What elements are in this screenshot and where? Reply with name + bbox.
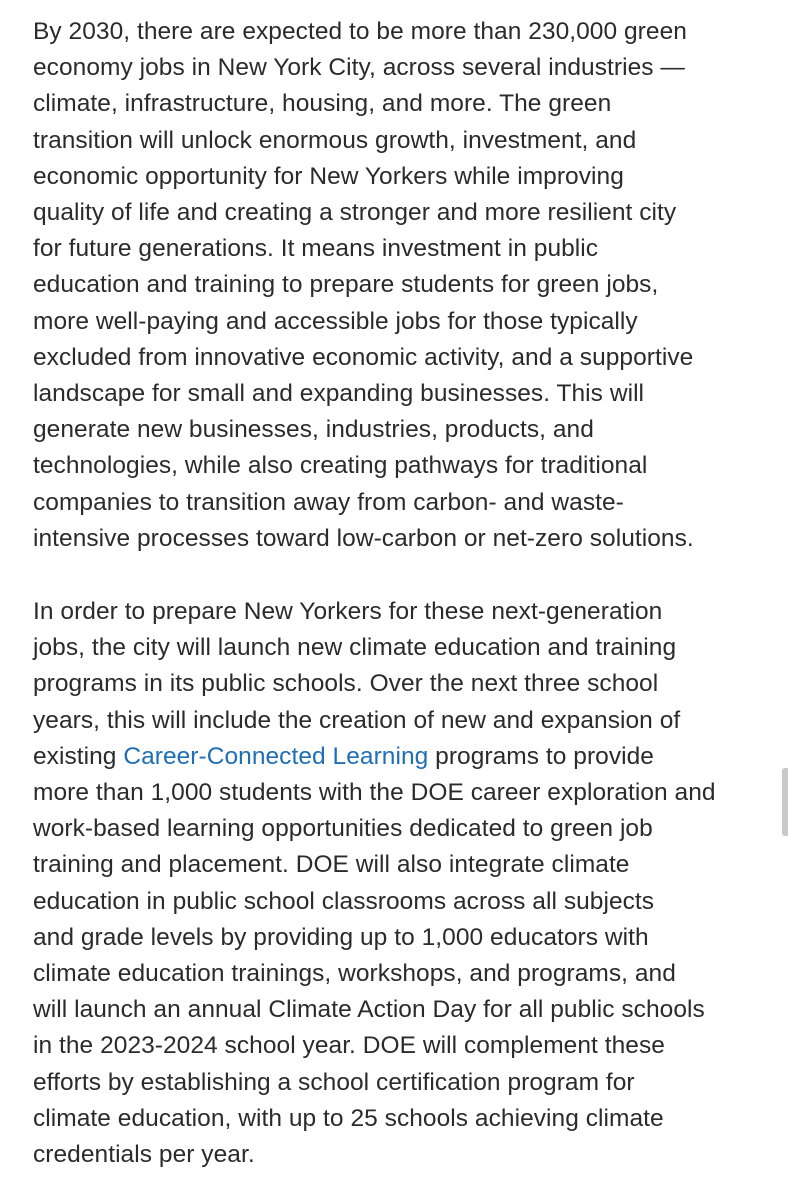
paragraph-climate-education <box>33 594 773 1173</box>
text-line: climate education trainings, workshops, and programs, and <box>33 960 676 988</box>
scrollbar-thumb[interactable] <box>782 768 788 836</box>
text-line: training and placement. DOE will also integrate climate <box>33 851 630 879</box>
link-line-suffix: programs to provide <box>428 742 654 770</box>
text-line: intensive processes toward low-carbon or net-zero solutions. <box>33 524 694 552</box>
text-line: credentials per year. <box>33 1141 255 1169</box>
text-line: and grade levels by providing up to 1,000 educators with <box>33 923 649 951</box>
text-line: work-based learning opportunities dedicated to green job <box>33 815 653 843</box>
text-line: In order to prepare New Yorkers for these next-generation <box>33 598 663 626</box>
text-line: education in public school classrooms across all subjects <box>33 887 655 915</box>
text-line: economy jobs in New York City, across several industries — <box>33 54 685 82</box>
text-line: education and training to prepare students for green jobs, <box>33 271 659 299</box>
text-line: quality of life and creating a stronger and more resilient city <box>33 199 677 227</box>
text-line: programs in its public schools. Over the next three school <box>33 670 659 698</box>
text-line: jobs, the city will launch new climate education and training <box>33 634 677 662</box>
link-line-prefix: existing <box>33 742 124 770</box>
text-line: for future generations. It means investment in public <box>33 235 599 263</box>
text-line: efforts by establishing a school certification program for <box>33 1068 635 1096</box>
text-line: economic opportunity for New Yorkers while improving <box>33 162 624 190</box>
paragraph-green-economy-jobs <box>33 14 773 557</box>
text-line: climate education, with up to 25 schools achieving climate <box>33 1104 664 1132</box>
text-line: excluded from innovative economic activity, and a supportive <box>33 343 694 371</box>
text-line: climate, infrastructure, housing, and more. The green <box>33 90 612 118</box>
text-line: will launch an annual Climate Action Day for all public schools <box>33 996 705 1024</box>
text-line: By 2030, there are expected to be more than 230,000 green <box>33 18 687 45</box>
text-line: transition will unlock enormous growth, investment, and <box>33 126 637 154</box>
text-line: more than 1,000 students with the DOE career exploration and <box>33 779 716 807</box>
text-line: landscape for small and expanding businesses. This will <box>33 380 645 408</box>
text-line: years, this will include the creation of new and expansion of <box>33 706 681 734</box>
text-line: technologies, while also creating pathways for traditional <box>33 452 648 480</box>
article-body <box>33 14 773 1173</box>
text-line: more well-paying and accessible jobs for those typically <box>33 307 638 335</box>
career-connected-learning-link[interactable]: Career-Connected Learning <box>123 742 429 770</box>
text-line: generate new businesses, industries, products, and <box>33 416 594 444</box>
text-line: companies to transition away from carbon- and waste- <box>33 488 624 516</box>
text-line-with-link <box>33 739 773 775</box>
text-line: in the 2023-2024 school year. DOE will complement these <box>33 1032 665 1060</box>
